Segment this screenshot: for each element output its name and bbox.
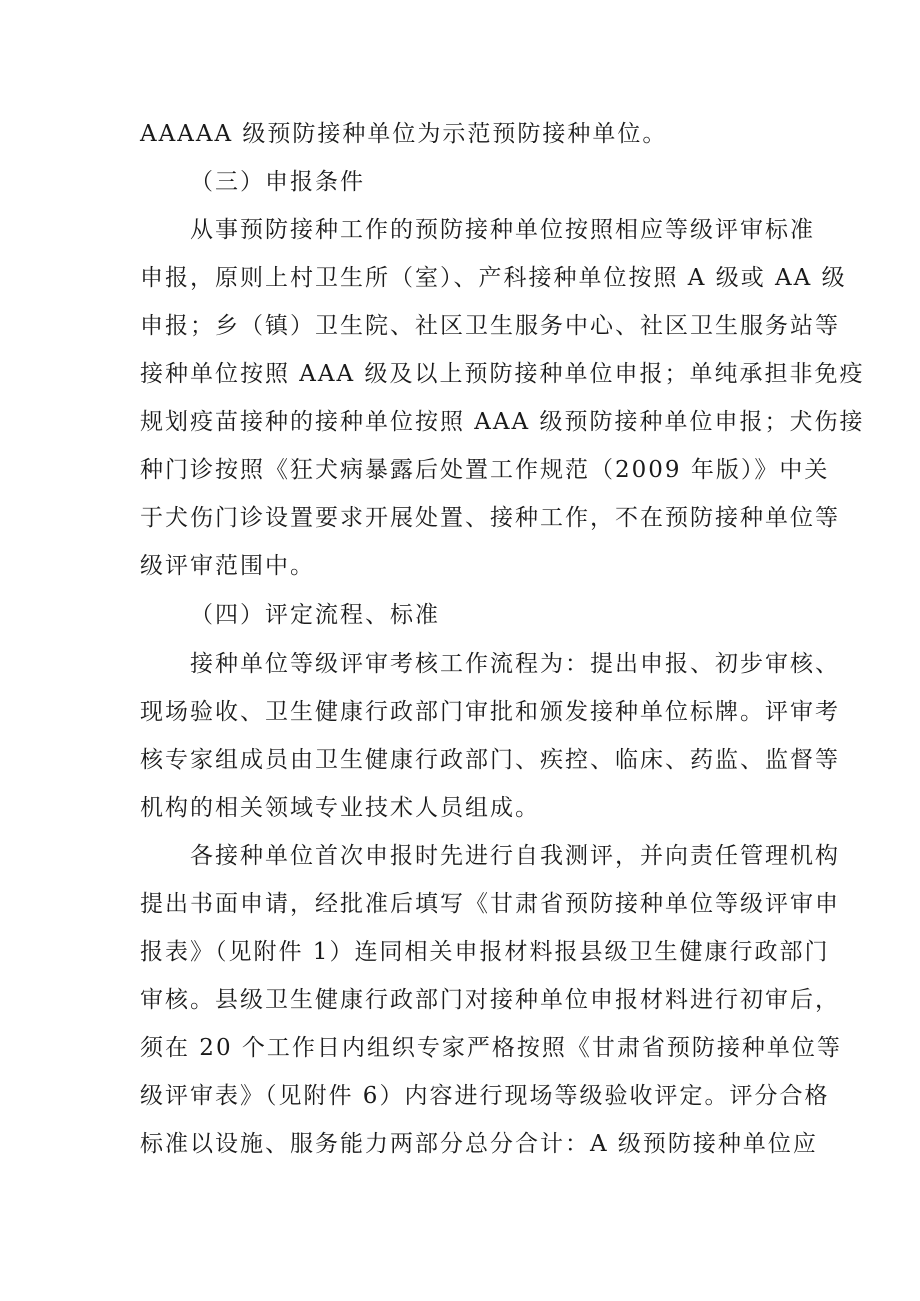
- text-line: 接种单位按照 AAA 级及以上预防接种单位申报；单纯承担非免疫: [140, 361, 865, 387]
- section-heading-4: （四）评定流程、标准: [190, 602, 440, 628]
- paragraph-first-line: 接种单位等级评审考核工作流程为：提出申报、初步审核、: [190, 651, 840, 677]
- text-line: 级评审表》（见附件 6）内容进行现场等级验收评定。评分合格: [140, 1083, 830, 1109]
- text-line: 申报；乡（镇）卫生院、社区卫生服务中心、社区卫生服务站等: [140, 313, 840, 339]
- text-line: 审核。县级卫生健康行政部门对接种单位申报材料进行初审后，: [140, 987, 840, 1013]
- text-line: 核专家组成员由卫生健康行政部门、疾控、临床、药监、监督等: [140, 747, 840, 773]
- text-line: AAAAA 级预防接种单位为示范预防接种单位。: [140, 121, 668, 147]
- text-line: 标准以设施、服务能力两部分总分合计：A 级预防接种单位应: [140, 1131, 818, 1157]
- paragraph-first-line: 各接种单位首次申报时先进行自我测评，并向责任管理机构: [190, 843, 840, 869]
- text-line: 于犬伤门诊设置要求开展处置、接种工作，不在预防接种单位等: [140, 505, 840, 531]
- text-line: 级评审范围中。: [140, 553, 315, 579]
- section-heading-3: （三）申报条件: [190, 169, 365, 195]
- text-line: 种门诊按照《狂犬病暴露后处置工作规范（2009 年版）》中关: [140, 457, 830, 483]
- text-line: 须在 20 个工作日内组织专家严格按照《甘肃省预防接种单位等: [140, 1035, 842, 1061]
- text-line: 提出书面申请，经批准后填写《甘肃省预防接种单位等级评审申: [140, 891, 840, 917]
- text-line: 机构的相关领域专业技术人员组成。: [140, 795, 540, 821]
- paragraph-first-line: 从事预防接种工作的预防接种单位按照相应等级评审标准: [190, 217, 815, 243]
- text-line: 现场验收、卫生健康行政部门审批和颁发接种单位标牌。评审考: [140, 699, 840, 725]
- text-line: 申报，原则上村卫生所（室）、产科接种单位按照 A 级或 AA 级: [140, 265, 847, 291]
- text-line: 规划疫苗接种的接种单位按照 AAA 级预防接种单位申报；犬伤接: [140, 409, 865, 435]
- text-line: 报表》（见附件 1）连同相关申报材料报县级卫生健康行政部门: [140, 939, 830, 965]
